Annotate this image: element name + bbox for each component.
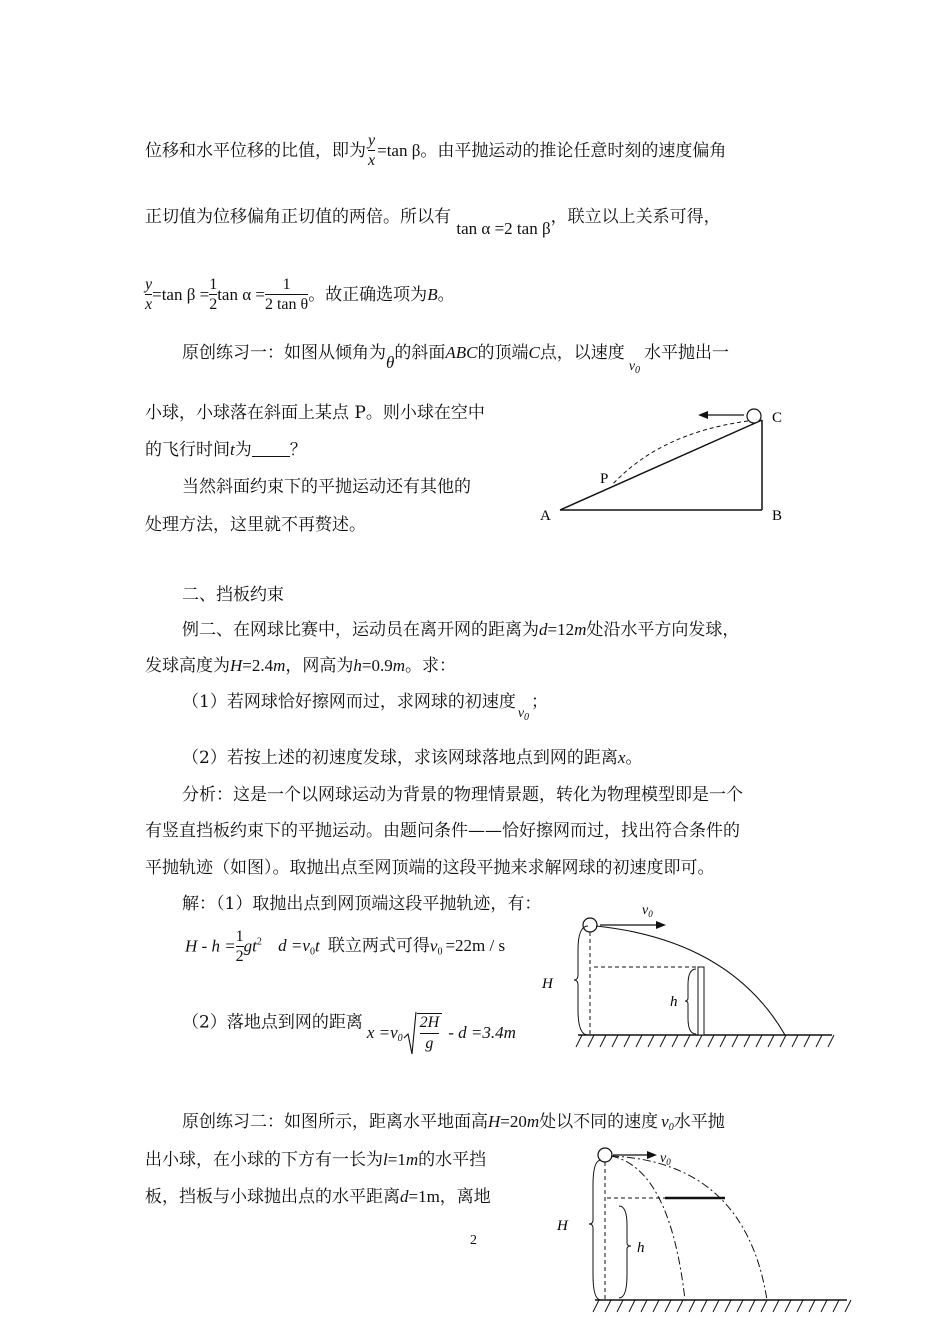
ex2-text-c: 处沿水平方向发球， xyxy=(586,620,740,640)
ex1-c: C xyxy=(528,343,540,362)
fraction-one-over-2tan xyxy=(265,276,308,315)
v-letter: v xyxy=(661,1112,669,1131)
sol2-sub: 0 xyxy=(397,1032,403,1044)
ex2-text-b: =12 xyxy=(547,620,575,639)
answer-blank xyxy=(252,440,290,457)
ex1-line3-a: 的飞行时间 xyxy=(145,440,230,460)
q1-end: ； xyxy=(531,692,549,712)
sol2-x xyxy=(367,1023,403,1042)
ex2b-l3-b: =1m，离地 xyxy=(408,1187,491,1206)
velocity-arrowhead xyxy=(698,411,708,419)
h-label: h xyxy=(670,994,678,1010)
ex2b-text-d: 水平抛 xyxy=(673,1112,725,1132)
q1-text: （1）若网球恰好擦网而过，求网球的初速度 xyxy=(182,692,516,712)
v-letter: v xyxy=(628,359,636,374)
ground-hatching-2 xyxy=(593,1300,851,1312)
paragraph-3 xyxy=(145,276,455,315)
ex2b-l2-a: 出小球，在小球的下方有一长为 xyxy=(145,1150,383,1170)
frac-num: 1 xyxy=(235,928,244,945)
exercise1-line2: 小球，小球落在斜面上某点 P。则小球在空中 xyxy=(145,403,485,423)
ex2-l2-a: 发球高度为 xyxy=(145,656,230,676)
d-symbol-2: d xyxy=(400,1187,409,1206)
sol2-x-text: x =v xyxy=(366,1022,398,1042)
fraction-half xyxy=(209,276,217,315)
frac-num: 1 xyxy=(282,276,291,293)
frac-den: x xyxy=(368,152,376,170)
eq-joint: 联立两式可得 xyxy=(327,936,430,957)
sqrt-sign xyxy=(403,1010,417,1056)
label-b: B xyxy=(772,508,783,524)
eq-t: t xyxy=(314,936,320,956)
eq-d: d =v xyxy=(278,936,310,956)
sol2-text: （2）落地点到网的距离 xyxy=(182,1012,363,1033)
para2-text-b: ，联立以上关系可得， xyxy=(550,207,721,227)
ex1-text-e: 水平抛出一 xyxy=(644,343,730,363)
para1-text-b: 。由平抛运动的推论任意时刻的速度偏角 xyxy=(420,140,727,161)
unit-m: m xyxy=(405,1150,419,1169)
eq-v: v xyxy=(429,936,438,956)
ex2b-text-a: 原创练习二：如图所示，距离水平地面高 xyxy=(182,1112,488,1132)
q2-x: x xyxy=(617,748,626,767)
paragraph-1 xyxy=(145,132,726,171)
v-sub: 0 xyxy=(635,365,641,376)
ex2-text-a: 例二、在网球比赛中，运动员在离开网的距离为 xyxy=(182,620,539,640)
ex1-text-a: 原创练习一：如图从倾角为 xyxy=(182,343,386,363)
fraction-y-over-x xyxy=(368,132,375,171)
ex1-text-b: 的斜面 xyxy=(394,343,446,363)
frac-den: 2 xyxy=(209,296,218,314)
para3-dot: 。 xyxy=(437,284,455,305)
tennis-figure xyxy=(530,890,840,1060)
unit-m: m xyxy=(574,620,587,639)
ex2b-l3-a: 板，挡板与小球抛出点的水平距离 xyxy=(145,1187,400,1207)
solution-equation-1 xyxy=(185,928,505,967)
l-symbol: l xyxy=(383,1150,388,1169)
exercise2-line1 xyxy=(182,1107,725,1133)
ex2-l2-d: =0.9 xyxy=(361,656,393,675)
frac-num: 2H xyxy=(419,1014,440,1032)
trajectory xyxy=(596,926,785,1035)
eq-sub-0: 0 xyxy=(309,946,315,958)
para3-mid2: tan α = xyxy=(217,284,265,304)
label-p: P xyxy=(600,471,609,487)
incline-slope xyxy=(560,420,762,510)
eq-h-minus-h: H - h = xyxy=(185,936,236,956)
ex2-l2-e: 。求： xyxy=(405,656,457,676)
para1-text-a: 位移和水平位移的比值，即为 xyxy=(145,140,366,161)
ex2b-v0 xyxy=(661,1112,674,1131)
unit-m: m xyxy=(526,1112,540,1131)
H-label: H xyxy=(542,976,553,992)
trajectory-inner xyxy=(611,1156,685,1300)
v0-label: $v_0$ xyxy=(642,903,653,919)
analysis-line1: 分析：这是一个以网球运动为背景的物理情景题，转化为物理模型即是一个 xyxy=(182,785,743,805)
example2-line2 xyxy=(145,651,456,676)
paragraph-2 xyxy=(145,202,721,238)
question-1 xyxy=(182,687,549,723)
solution-line2 xyxy=(182,1000,516,1052)
v0-label-2: $v_0$ xyxy=(660,1151,671,1167)
ex2b-l2-c: 的水平挡 xyxy=(418,1150,487,1170)
ex1-abc: ABC xyxy=(445,343,478,362)
v0-arrowhead xyxy=(656,921,666,929)
sqrt-expression xyxy=(403,1010,443,1056)
frac-den: x xyxy=(145,296,153,314)
sol2-tail: - d =3.4m xyxy=(448,1022,516,1042)
section-heading: 二、挡板约束 xyxy=(182,585,284,605)
unit-m: m xyxy=(392,656,406,675)
h-label-2: h xyxy=(637,1240,645,1256)
d-symbol: d xyxy=(539,620,548,639)
ex1-v0 xyxy=(629,359,640,374)
ball xyxy=(747,409,761,423)
frac-num: y xyxy=(145,276,153,293)
trajectory-dashed xyxy=(612,421,748,485)
ex2b-text-c: 处以不同的速度 xyxy=(539,1112,659,1132)
h-brace xyxy=(685,969,696,1034)
exercise1-line4: 当然斜面约束下的平抛运动还有其他的 xyxy=(182,477,471,497)
ground-hatching xyxy=(576,1035,834,1047)
H-symbol: H xyxy=(230,656,243,675)
frac-den: 2 tan θ xyxy=(264,296,309,314)
q1-v0 xyxy=(518,706,529,721)
para1-eq-tail: =tan β xyxy=(377,140,421,160)
v0-arrowhead-2 xyxy=(647,1151,657,1159)
theta-symbol: θ xyxy=(386,353,395,372)
exercise2-line2 xyxy=(145,1145,486,1170)
ex1-line3-c: ？ xyxy=(289,440,307,460)
para2-text-a: 正切值为位移偏角正切值的两倍。所以有 xyxy=(145,207,451,227)
page-number: 2 xyxy=(470,1233,477,1248)
ex2-l2-b: =2.4 xyxy=(242,656,274,675)
para3-mid1: =tan β = xyxy=(152,284,210,304)
baffle-figure xyxy=(545,1140,855,1320)
exercise1-line5: 处理方法，这里就不再赘述。 xyxy=(145,515,366,535)
ex1-line3-b: 为 xyxy=(234,440,252,460)
eq-result: =22m / s xyxy=(445,936,506,956)
fraction-half-2 xyxy=(236,928,244,967)
H-brace xyxy=(574,926,588,1035)
para3-text-end: 。故正确选项为 xyxy=(308,284,428,305)
eq-gt: gt xyxy=(243,936,257,956)
analysis-line2: 有竖直挡板约束下的平抛运动。由题问条件——恰好擦网而过，找出符合条件的 xyxy=(145,821,740,841)
ex1-t: t xyxy=(230,440,235,459)
h-brace-2 xyxy=(619,1206,631,1298)
H-symbol-2: H xyxy=(488,1112,501,1131)
unit-m: m xyxy=(273,656,286,675)
para2-formula: tan α =2 tan β xyxy=(456,219,551,238)
frac-den: g xyxy=(420,1033,440,1053)
para3-answer: B xyxy=(427,284,438,304)
q2-text: （2）若按上述的初速度发球，求该网球落地点到网的距离 xyxy=(182,748,618,768)
net xyxy=(698,967,704,1035)
exercise2-line3 xyxy=(145,1182,491,1207)
analysis-line3: 平抛轨迹（如图）。取抛出点至网顶端的这段平抛来求解网球的初速度即可。 xyxy=(145,858,715,878)
solution-line1: 解：（1）取抛出点到网顶端这段平抛轨迹，有： xyxy=(182,894,542,914)
v-sub: 0 xyxy=(668,1122,674,1133)
frac-den: 2 xyxy=(235,948,244,966)
ex2b-text-b: =20 xyxy=(500,1112,527,1131)
v-sub: 0 xyxy=(524,712,530,723)
v-letter: v xyxy=(517,706,525,721)
trajectory-outer xyxy=(611,1156,767,1300)
exercise1-line3 xyxy=(145,435,307,460)
sqrt-fraction xyxy=(417,1013,443,1053)
q2-end: 。 xyxy=(625,748,643,768)
exercise1-line1 xyxy=(182,338,730,376)
H-label-2: H xyxy=(557,1218,568,1234)
H-brace-2 xyxy=(589,1160,601,1300)
example2-line1 xyxy=(182,615,739,640)
ex2-l2-c: ，网高为 xyxy=(285,656,354,676)
tennis-ball xyxy=(583,918,597,932)
label-a: A xyxy=(540,508,551,524)
frac-num: y xyxy=(368,132,376,149)
frac-num: 1 xyxy=(209,276,218,293)
question-2 xyxy=(182,743,642,768)
eq-sup-2: 2 xyxy=(256,936,262,948)
ex1-text-d: 点，以速度 xyxy=(539,343,625,363)
ex2b-l2-b: =1 xyxy=(387,1150,406,1169)
incline-figure xyxy=(530,395,800,530)
label-c: C xyxy=(772,410,783,426)
eq-v-sub: 0 xyxy=(437,946,443,958)
h-symbol: h xyxy=(353,656,362,675)
ex1-text-c: 的顶端 xyxy=(477,343,529,363)
